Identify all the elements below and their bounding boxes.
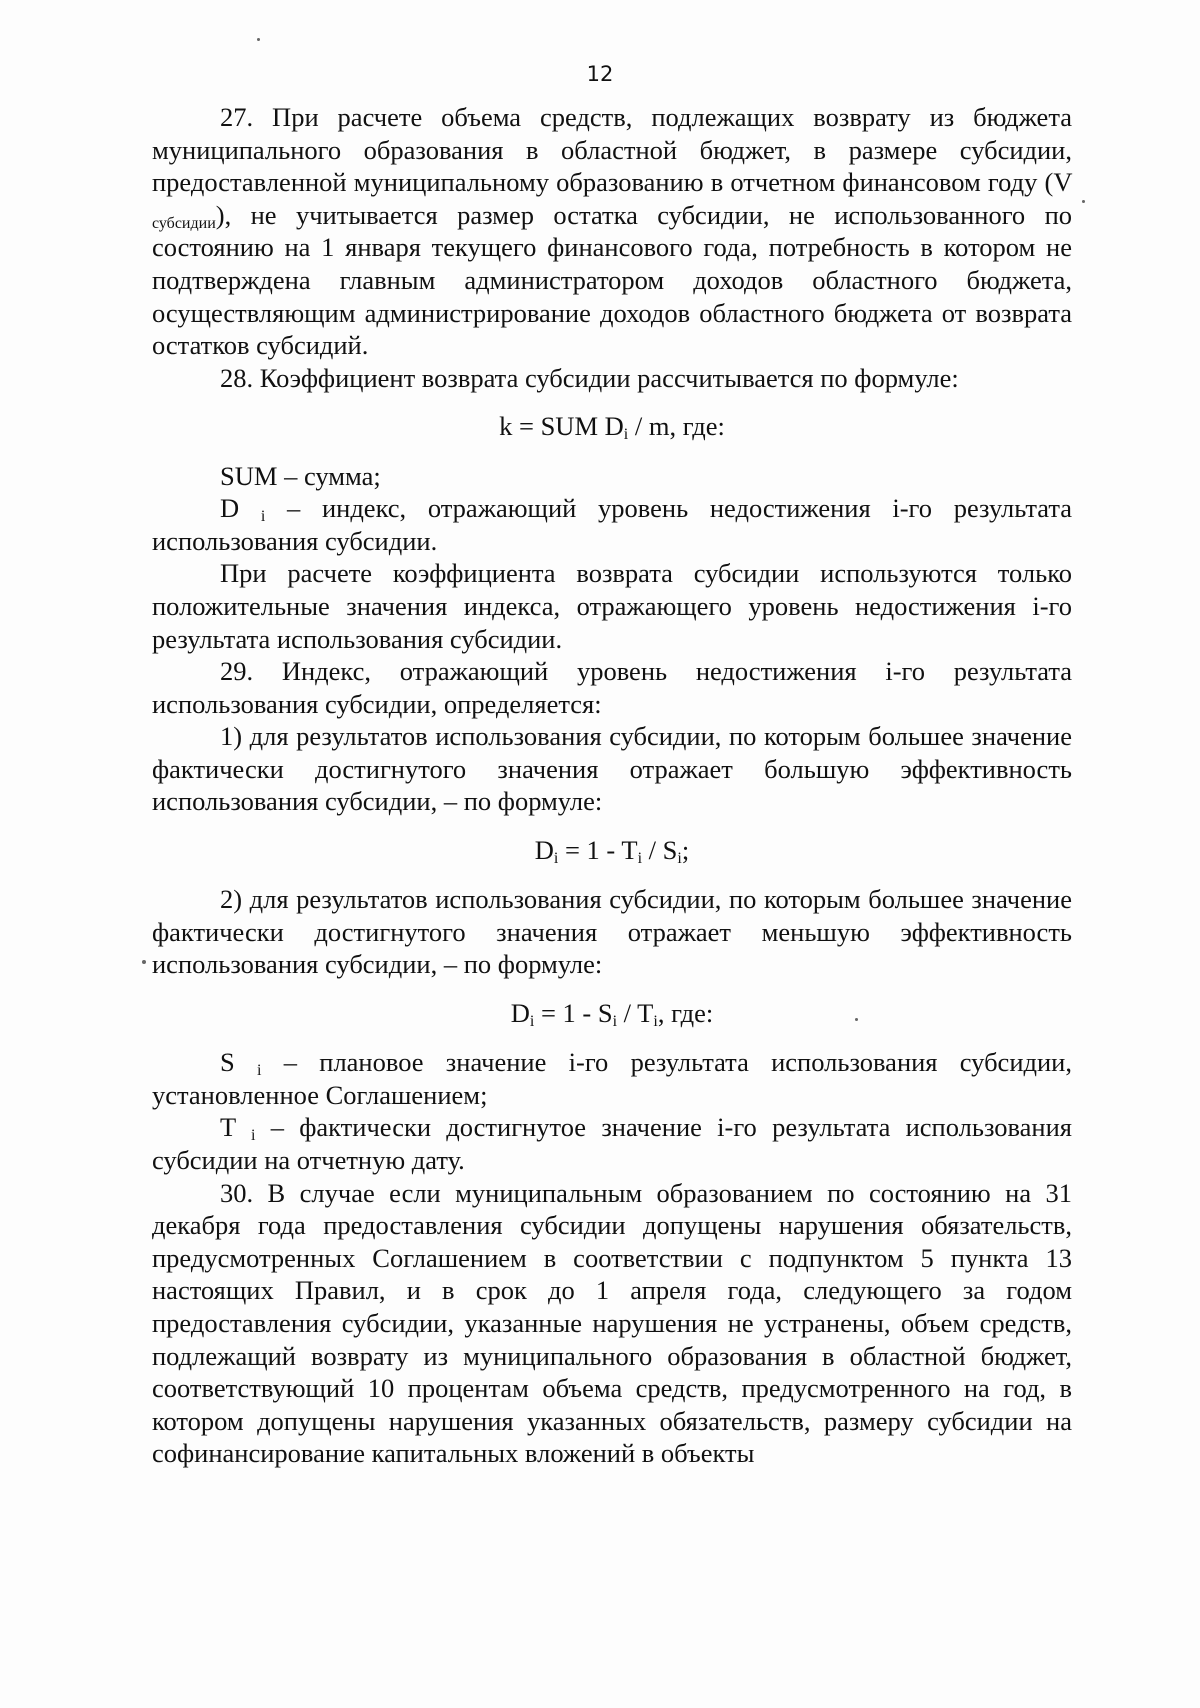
page-number: 12: [586, 62, 614, 86]
scan-speck: [855, 1018, 858, 1021]
scan-speck: [257, 38, 260, 41]
definition-t: T $_i$ – фактически достигнутое значение i-го результата использования субсидии на отчетную дату.: [152, 1112, 1072, 1175]
paragraph-27: 27. При расчете объема средств, подлежащих возврату из бюджета муниципального образования в областной бюджет, в размере субсидии, предоставленной муниципальному образованию в отчетном финансовом году (V $_{субсидии}$), не учитывается размер остатка субсидии, не использованного по состоянию на 1 января текущего финансового года, потребность в котором не подтверждена главным администратором доходов областного бюджета, осуществляющим администрирование доходов областного бюджета от возврата остатков субсидий.: [152, 102, 1072, 361]
case-1: 1) для результатов использования субсидии, по которым большее значение фактически достигнутого значения отражает большую эффективность использования субсидии, – по формуле:: [152, 721, 1072, 817]
scan-speck: [142, 960, 146, 964]
definition-sum: SUM – сумма;: [220, 460, 381, 491]
formula-d-1: $D_i = 1 - T_i / S_i$;: [534, 835, 690, 868]
definition-d: D $_i$ – индекс, отражающий уровень недостижения i-го результата использования субсидии.: [152, 493, 1072, 556]
paragraph-28: 28. Коэффициент возврата субсидии рассчитывается по формуле:: [220, 362, 959, 393]
formula-k: k = SUM $D_i$ / m, где:: [499, 411, 725, 444]
definition-s: S $_i$ – плановое значение i-го результата использования субсидии, установленное Соглашением;: [152, 1047, 1072, 1110]
case-2: 2) для результатов использования субсидии, по которым большее значение фактически достигнутого значения отражает меньшую эффективность использования субсидии, – по формуле:: [152, 884, 1072, 980]
paragraph-30: 30. В случае если муниципальным образованием по состоянию на 31 декабря года предоставления субсидии допущены нарушения обязательств, предусмотренных Соглашением в соответствии с подпунктом 5 пункта 13 настоящих Правил, и в срок до 1 апреля года, следующего за годом предоставления субсидии, указанные нарушения не устранены, объем средств, подлежащий возврату из муниципального образования в областной бюджет, соответствующий 10 процентам объема средств, предусмотренного на год, в котором допущены нарушения указанных обязательств, размеру субсидии на софинансирование капитальных вложений в объекты: [152, 1177, 1072, 1469]
paragraph-29: 29. Индекс, отражающий уровень недостижения i-го результата использования субсидии, определяется:: [152, 656, 1072, 719]
positive-values-note: При расчете коэффициента возврата субсидии используются только положительные значения индекса, отражающего уровень недостижения i-го результата использования субсидии.: [152, 558, 1072, 654]
body-text-upper: [152, 101, 1072, 1470]
scan-speck: [1082, 200, 1085, 203]
formula-d-2: $D_i = 1 - S_i / T_i$, где:: [510, 998, 714, 1031]
